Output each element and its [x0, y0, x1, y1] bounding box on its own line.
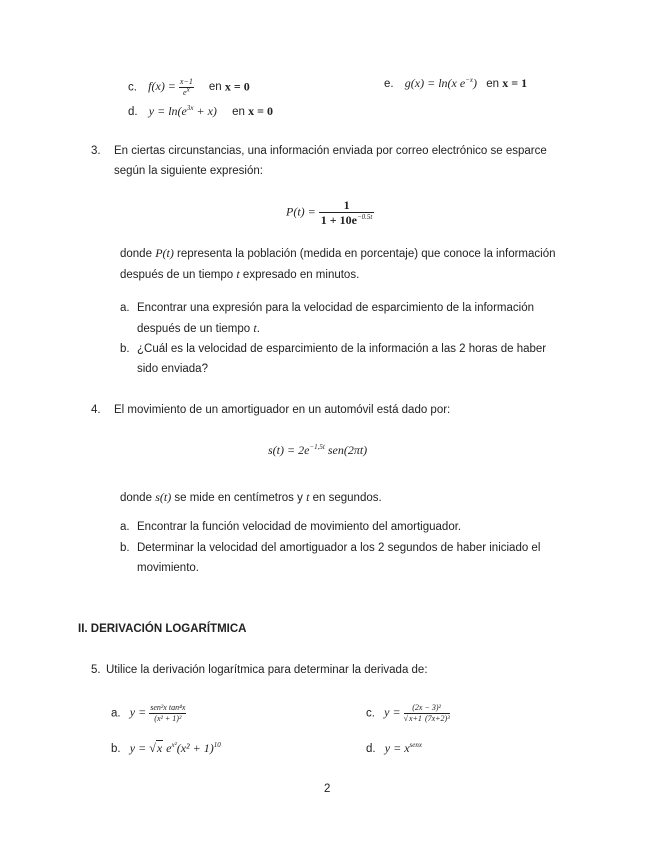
q3-a-var: t [253, 321, 257, 335]
section-heading: II. DERIVACIÓN LOGARÍTMICA [78, 623, 247, 635]
item-e-expr: g(x) = ln(x e [404, 76, 466, 90]
item-c-den-sup: x [186, 85, 190, 94]
q5-c-num: (2x − 3)² [404, 704, 450, 714]
q3-desc-1b: representa la población (medida en porcentaje) que conoce la información [177, 248, 556, 260]
q3-formula-lhs: P(t) = [286, 204, 316, 219]
q5-item-b: b. y = √x $e^{x^2}(x^2 + 1)^{10}$ [111, 741, 221, 755]
q5-b-lhs: y = [129, 741, 147, 755]
item-c-den: e [183, 88, 187, 97]
q5-number: 5. [91, 664, 101, 676]
item-e-exp: −x [465, 76, 474, 84]
q3-b-label: b. [120, 343, 130, 355]
q3-line2: según la siguiente expresión: [114, 165, 263, 177]
q5-b-label: b. [111, 743, 121, 755]
q5-c-fraction: $\frac{\text{(2x − 3)²}}{\text{√x+1 (7x+2)³}}$ [403, 703, 450, 723]
item-d [128, 104, 273, 119]
q5-a-lhs: y = [129, 705, 147, 720]
item-e-cond-var: x = 1 [502, 76, 528, 90]
q3-b-line2: sido enviada? [137, 363, 208, 375]
q4-formula-a: s(t) = 2e [268, 443, 310, 457]
q5-b-e-exp: x² [171, 741, 177, 749]
q4-statement: El movimiento de un amortiguador en un automóvil está dado por: [114, 404, 451, 416]
q5-b-rest-exp: 10 [213, 741, 221, 749]
item-c-num: x−1 [179, 77, 193, 86]
q4-b-line1: Determinar la velocidad del amortiguador a los 2 segundos de haber iniciado el [137, 542, 541, 554]
q5-a-den: (x² + 1)² [154, 714, 182, 723]
q3-desc-2b: expresado en minutos. [242, 269, 360, 281]
q4-number: 4. [91, 404, 101, 416]
page-number: 2 [324, 783, 331, 795]
q3-desc-var: P(t) [155, 246, 174, 260]
q5-item-c [366, 704, 450, 723]
q4-formula-exp: −1,5t [309, 443, 325, 451]
q4-desc-var: s(t) [155, 490, 172, 504]
q3-desc-2var: t [236, 267, 240, 281]
q3-b-line1: ¿Cuál es la velocidad de esparcimiento de la información a las 2 horas de haber [137, 343, 547, 355]
item-d-cond: en [232, 106, 245, 118]
q5-d-exp: senx [409, 741, 422, 749]
q4-formula [268, 443, 367, 458]
q5-d-label: d. [366, 743, 376, 755]
q5-item-d [366, 741, 422, 756]
q3-statement [114, 141, 566, 181]
q5-d-lhs: y = x [384, 741, 410, 755]
q3-number: 3. [91, 145, 101, 157]
q5-c-lhs: y = [384, 705, 401, 720]
q3-a-line2: después de un tiempo [137, 323, 251, 335]
q3-formula-num: 1 [319, 198, 375, 213]
item-d-label: d. [128, 106, 138, 118]
q4-desc-b: se mide en centímetros y [174, 492, 303, 504]
item-c-label: c. [128, 81, 137, 94]
q4-description [120, 490, 382, 505]
q4-b [137, 538, 567, 578]
q3-desc-2a: después de un tiempo [120, 269, 234, 281]
q3-a [137, 298, 567, 339]
q3-desc-1a: donde [120, 248, 152, 260]
q4-b-line2: movimiento. [137, 562, 199, 574]
q4-desc-a: donde [120, 492, 152, 504]
q3-b [137, 339, 567, 379]
item-d-cond-var: x = 0 [248, 104, 273, 118]
q3-formula [286, 198, 374, 227]
q5-c-den-rest: (7x+2)³ [424, 714, 450, 723]
q3-description [120, 243, 566, 285]
item-e-label: e. [384, 78, 394, 90]
q5-a-fraction [149, 704, 186, 723]
item-c [128, 78, 250, 97]
q3-a-label: a. [120, 302, 130, 314]
q4-a-label: a. [120, 521, 130, 533]
q4-formula-b: sen(2πt) [327, 443, 368, 457]
q3-a-line1: Encontrar una expresión para la velocidad de esparcimiento de la información [137, 302, 534, 314]
q5-b-sqrt: x [156, 741, 163, 755]
q3-a-end: . [256, 323, 260, 335]
item-c-cond: en [208, 81, 222, 94]
q5-a-num: sen²x tan⁴x [150, 703, 186, 712]
item-e [384, 76, 527, 91]
q3-formula-den-exp: −0.5t [356, 213, 373, 221]
item-c-fraction [179, 78, 194, 97]
q5-c-den-sqrt: x+1 [408, 714, 422, 723]
q5-a-label: a. [111, 707, 121, 720]
item-d-expr-b: + x) [196, 104, 217, 118]
item-e-cond: en [486, 78, 500, 90]
q4-a: Encontrar la función velocidad de movimiento del amortiguador. [137, 521, 462, 533]
q3-formula-den: 1 + 10e [320, 213, 357, 227]
q4-desc-var2: t [306, 490, 310, 504]
q5-item-a [111, 704, 186, 723]
q5-c-label: c. [366, 707, 375, 720]
q5-statement: Utilice la derivación logarítmica para determinar la derivada de: [106, 664, 428, 676]
item-d-expr-a: y = ln(e [148, 104, 187, 118]
item-c-lhs: f(x) = [148, 79, 176, 94]
q5-b-rest: (x² + 1) [176, 741, 214, 755]
q4-b-label: b. [120, 542, 130, 554]
item-c-formula [148, 77, 197, 97]
q5-b-e: e [166, 741, 172, 755]
q4-desc-c: en segundos. [312, 492, 382, 504]
item-c-cond-var: x = 0 [224, 79, 250, 94]
item-e-close: ) [473, 76, 478, 90]
q3-line1: En ciertas circunstancias, una información enviada por correo electrónico se esparce [114, 145, 547, 157]
item-d-exp: 3x [186, 104, 194, 112]
q3-formula-fraction [319, 198, 375, 227]
